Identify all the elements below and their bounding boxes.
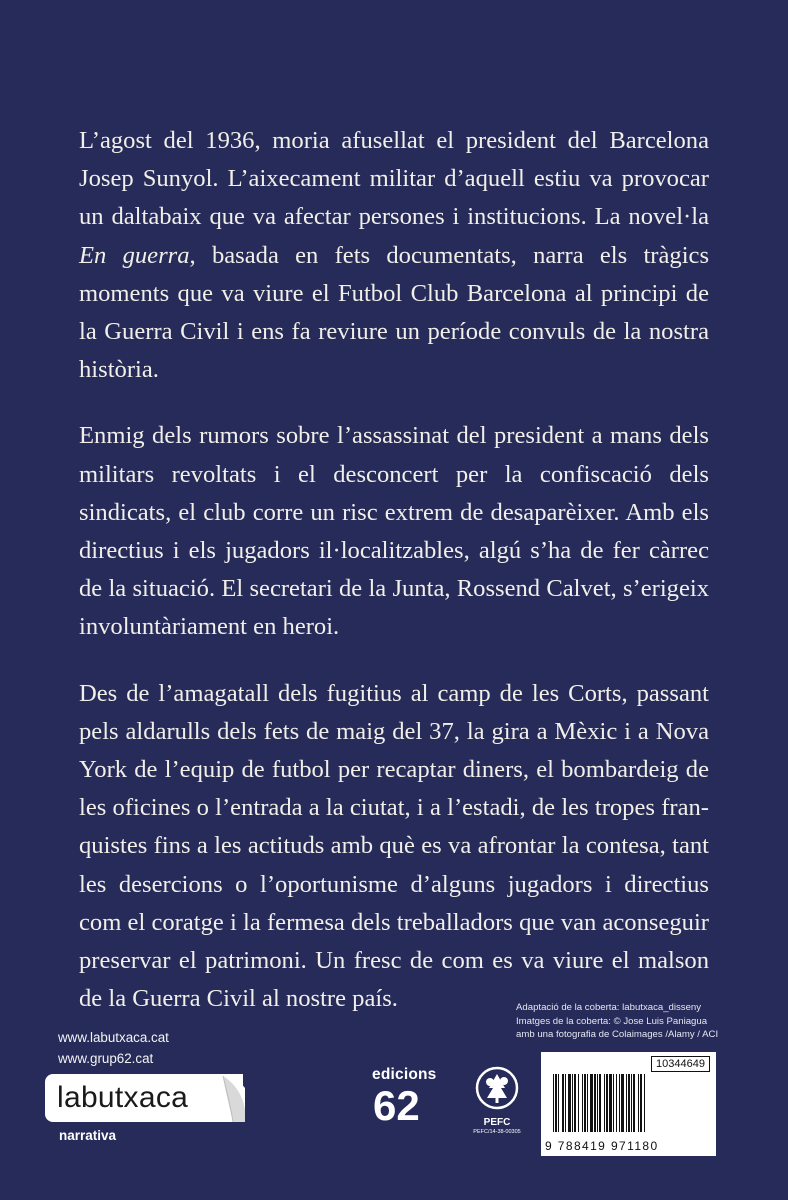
credit-design: Adaptació de la coberta: labutxaca_disseny	[516, 1002, 702, 1013]
blurb-paragraph-3: Des de l’amagatall dels fugitius al camp de les Corts, passant pels aldarulls dels fets de maig del 37, la gira a Mèxic i a Nova York de l’equip de futbol per recaptar diners, el bombardeig de les oficines o l’entrada a la ciutat, i a l’estadi, de les tropes franquistes fins a les actituds amb què es va afrontar la contesa, tant les desercions o l’oportunisme d’alguns jugadors i directius com el coratge i la fermesa dels treballadors que van aconseguir preservar el patrimoni. Un fresc de com es va viure el malson de la Guerra Civil al nostre país.	[79, 679, 709, 1013]
page-curl-icon	[209, 1074, 245, 1122]
pefc-name: PEFC	[483, 1117, 511, 1128]
pefc-tree-icon	[475, 1066, 519, 1110]
collection-label: narrativa	[59, 1128, 117, 1143]
cover-credits	[516, 1001, 746, 1042]
blurb-paragraph-2: Enmig dels rumors sobre l’assassinat del president a mans dels militars revoltats i el desconcert per la confiscació dels sindicats, el club corre un risc extrem de desaparèixer. Amb els directius i els jugadors il·localitzables, algú s’ha de fer càrrec de la situació. El secretari de la Junta, Rossend Calvet, s’erigeix involuntàriament en heroi.	[79, 422, 709, 641]
blurb-paragraph-1	[79, 122, 709, 389]
pefc-logo	[470, 1066, 524, 1135]
isbn-digits: 9 788419 971180	[545, 1139, 659, 1153]
barcode-bars	[553, 1074, 705, 1132]
back-cover-blurb	[79, 122, 709, 1018]
sku-number: 10344649	[651, 1056, 710, 1072]
blurb-text: L’agost del 1936, moria afusellat el president del Barcelona Josep Sunyol. L’aixecament militar d’aquell estiu va provocar un daltabaix que va afectar persones i institucions. La novel·la	[79, 127, 709, 231]
pefc-code: PEFC/14-38-00305	[473, 1129, 521, 1135]
blurb-text: , basada en fets documentats, narra els tràgics moments que va viure el Futbol Club Barcelona al principi de la Guerra Civil i ens fa reviure un període convuls de la nostra història.	[79, 241, 710, 384]
credit-images: Imatges de la coberta: © Jose Luis Paniagua	[516, 1015, 708, 1027]
book-title: En guerra	[79, 241, 190, 269]
url-labutxaca: www.labutxaca.cat	[58, 1030, 169, 1045]
labutxaca-logo	[45, 1074, 245, 1124]
imprint-name: edicions	[372, 1066, 437, 1083]
publisher-urls	[58, 1027, 169, 1069]
imprint-number: 62	[373, 1082, 420, 1129]
logo-text: labutxaca	[57, 1081, 189, 1114]
credit-photo: amb una fotografia de Colaimages /Alamy / ACI	[516, 1029, 719, 1041]
edicions62-logo	[372, 1066, 452, 1128]
isbn-barcode	[541, 1052, 716, 1156]
url-grup62: www.grup62.cat	[58, 1051, 154, 1066]
